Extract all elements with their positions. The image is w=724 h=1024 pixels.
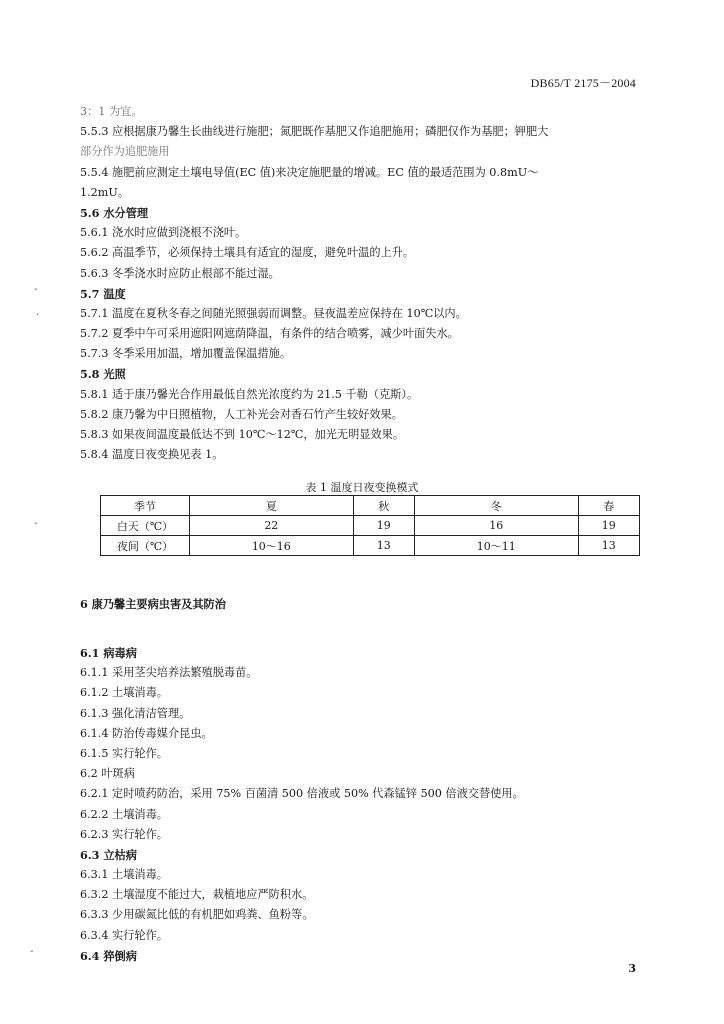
text-line: 5.6.2 高温季节，必须保持土壤具有适宜的湿度，避免叶温的上升。 (80, 246, 415, 260)
section-6-text (80, 643, 640, 966)
table-cell: 13 (578, 536, 639, 556)
text-line: 5.7.2 夏季中午可采用遮阳网遮荫降温，有条件的结合喷雾，减少叶面失水。 (80, 327, 459, 341)
text-line: 6.1.3 强化清洁管理。 (80, 706, 191, 720)
table-row (101, 516, 640, 536)
table-cell: 19 (578, 516, 639, 536)
text-line: 1.2mU。 (80, 185, 130, 199)
table-row (101, 536, 640, 556)
margin-mark: - (30, 946, 34, 957)
text-line: 6.1.1 采用茎尖培养法繁殖脱毒苗。 (80, 666, 258, 680)
section-5-text (80, 102, 640, 465)
text-line: 5.8.1 适于康乃馨光合作用最低自然光浓度约为 21.5 千勒（克斯）。 (80, 387, 419, 401)
text-line: 5.5.4 施肥前应测定土壤电导值(EC 值)来决定施肥量的增减。EC 值的最适范围为 0.8mU～ (80, 165, 539, 179)
table-cell: 10～16 (190, 536, 354, 556)
section-6-title: 6 康乃馨主要病虫害及其防治 (80, 597, 226, 611)
table-cell: 白天（℃） (101, 516, 190, 536)
table-header-cell: 夏 (190, 496, 354, 516)
text-line: 6.1.2 土壤消毒。 (80, 686, 168, 700)
margin-mark: - (34, 284, 38, 295)
table-header-cell: 冬 (414, 496, 578, 516)
text-line: 5.7.1 温度在夏秋冬春之间随光照强弱而调整。昼夜温差应保持在 10℃以内。 (80, 306, 467, 320)
text-line: 5.8.2 康乃馨为中日照植物，人工补光会对香石竹产生较好效果。 (80, 407, 403, 421)
section-heading: 6.3 立枯病 (80, 847, 137, 862)
text-line: 5.7.3 冬季采用加温，增加覆盖保温措施。 (80, 347, 292, 361)
section-heading: 5.8 光照 (80, 367, 126, 382)
text-line: 5.8.4 温度日夜变换见表 1。 (80, 448, 224, 462)
text-line: 6.1.4 防治传毒媒介昆虫。 (80, 726, 213, 740)
text-line: 5.6.1 浇水时应做到浇根不浇叶。 (80, 226, 247, 240)
table-header-cell: 春 (578, 496, 639, 516)
text-line: 6.3.3 少用碳氮比低的有机肥如鸡粪、鱼粉等。 (80, 908, 314, 922)
temperature-table (100, 495, 640, 556)
table-cell: 夜间（℃） (101, 536, 190, 556)
table-title: 表 1 温度日夜变换模式 (305, 481, 419, 494)
text-line: 6.3.4 实行轮作。 (80, 928, 168, 942)
text-line: 6.3.1 土壤消毒。 (80, 868, 168, 882)
section-heading: 6.4 猝倒病 (80, 948, 137, 963)
text-line: 5.6.3 冬季浇水时应防止根部不能过湿。 (80, 266, 280, 280)
text-line: 6.2.3 实行轮作。 (80, 827, 168, 841)
text-line: 3：1 为宜。 (80, 105, 143, 118)
margin-mark: - (34, 518, 38, 529)
text-line: 5.8.3 如果夜间温度最低达不到 10℃～12℃，加光无明显效果。 (80, 428, 405, 441)
table-cell: 13 (353, 536, 414, 556)
table-cell: 19 (353, 516, 414, 536)
table-header-cell: 季节 (101, 496, 190, 516)
text-line: 6.3.2 土壤湿度不能过大，栽植地应严防积水。 (80, 888, 314, 902)
section-heading: 6.1 病毒病 (80, 646, 137, 660)
text-line: 6.2.2 土壤消毒。 (80, 807, 168, 821)
section-heading: 5.6 水分管理 (80, 205, 149, 220)
table-cell: 22 (190, 516, 354, 536)
table-cell: 10～11 (414, 536, 578, 556)
margin-mark: · (36, 310, 40, 321)
text-line: 6.2.1 定时喷药防治，采用 75% 百菌清 500 倍液或 50% 代森锰锌 500 倍液交替使用。 (80, 787, 524, 801)
table-cell: 16 (414, 516, 578, 536)
text-line: 5.5.3 应根据康乃馨生长曲线进行施肥；氮肥既作基肥又作追肥施用；磷肥仅作为基肥；钾肥大 (80, 125, 549, 139)
text-line: 部分作为追肥施用 (80, 145, 170, 159)
table-header-cell: 秋 (353, 496, 414, 516)
text-line: 6.1.5 实行轮作。 (80, 746, 168, 760)
table-header-row (101, 496, 640, 516)
page-number: 3 (628, 962, 636, 975)
section-heading: 5.7 温度 (80, 286, 126, 301)
text-line: 6.2 叶斑病 (80, 767, 135, 781)
document-code: DB65/T 2175－2004 (530, 76, 636, 90)
